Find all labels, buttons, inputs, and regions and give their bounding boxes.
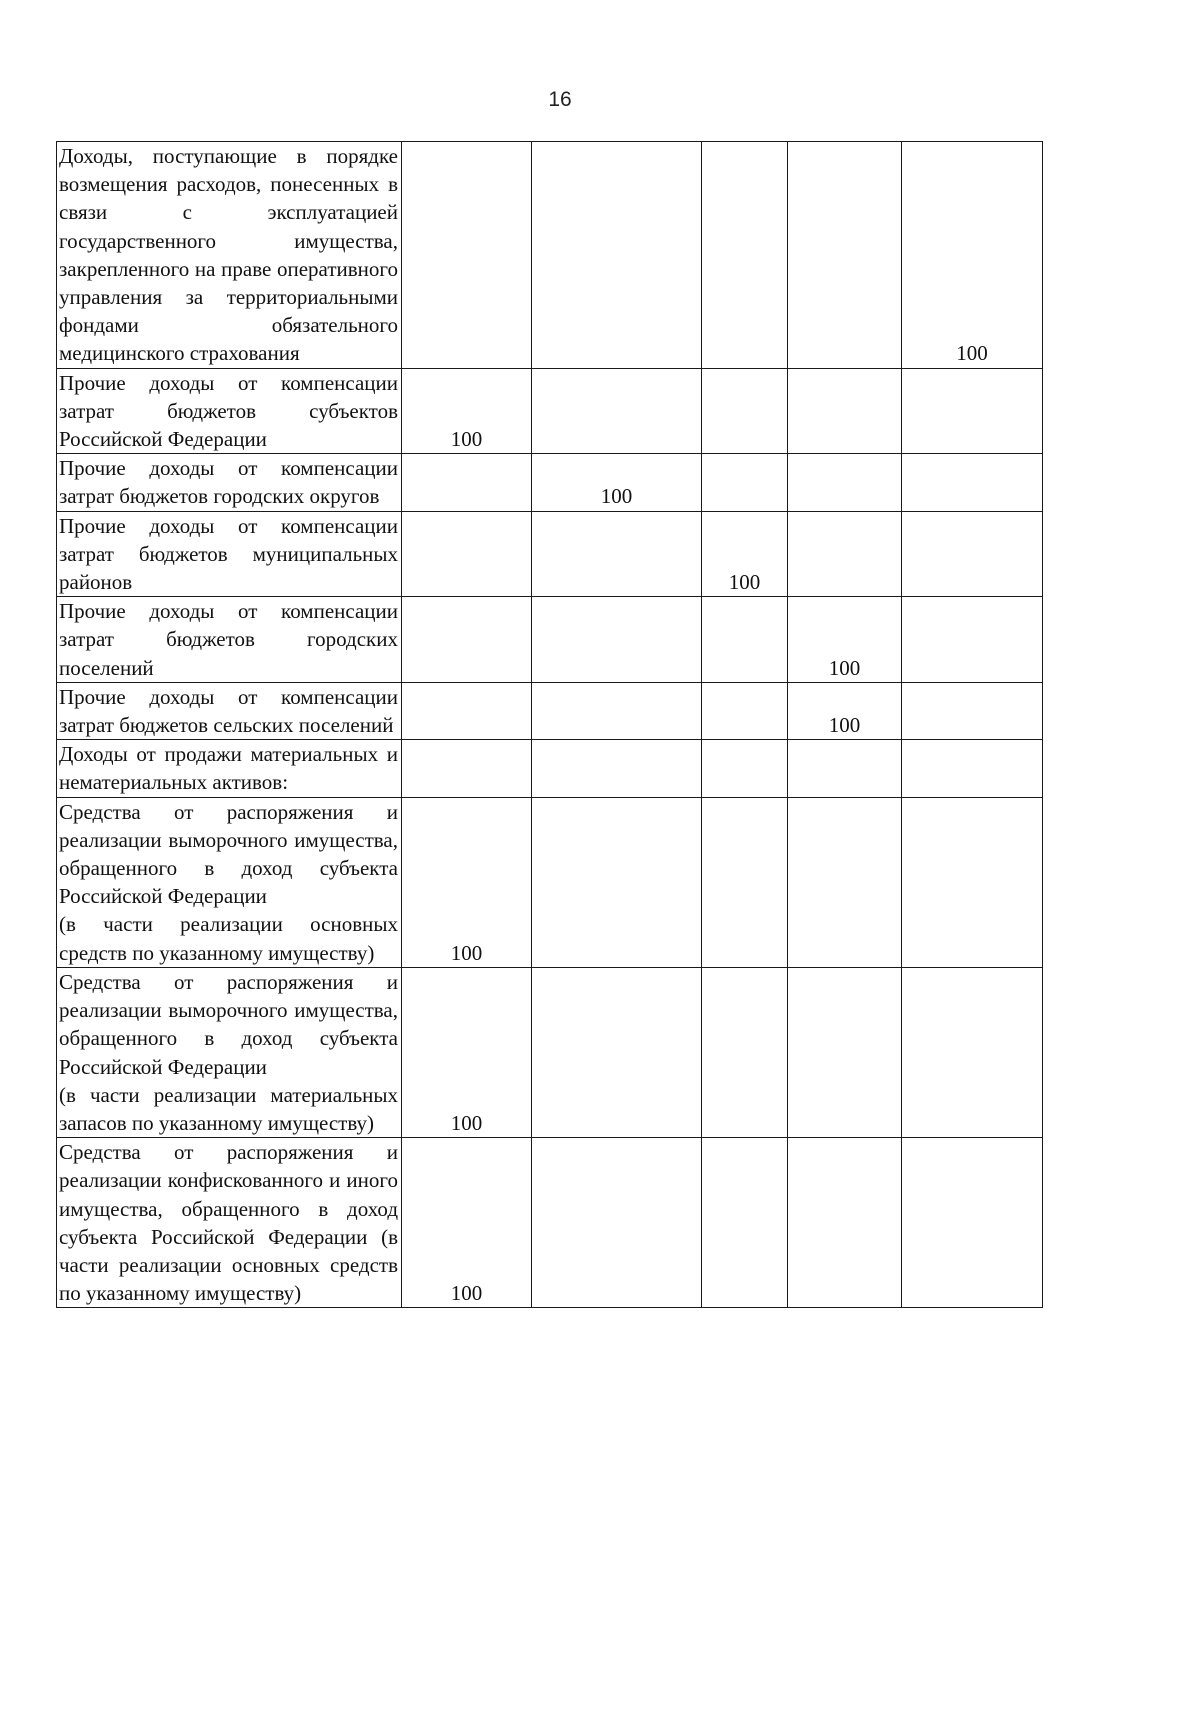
value-cell	[902, 454, 1043, 511]
table-row	[57, 797, 1043, 967]
value-cell	[702, 797, 788, 967]
value-cell: 100	[902, 142, 1043, 369]
value-cell	[788, 142, 902, 369]
value-cell	[532, 797, 702, 967]
row-description: Средства от распоряжения и реализации конфискованного и иного имущества, обращенного в доход субъекта Российской Федерации (в части реализации основных средств по указанному имуществу)	[57, 1138, 402, 1308]
value-cell	[532, 682, 702, 739]
value-cell	[702, 740, 788, 797]
value-cell	[402, 682, 532, 739]
value-cell	[532, 142, 702, 369]
value-cell	[788, 511, 902, 597]
value-cell: 100	[788, 682, 902, 739]
value-cell	[702, 682, 788, 739]
value-cell	[532, 368, 702, 454]
row-description: Доходы от продажи материальных и нематериальных активов:	[57, 740, 402, 797]
value-cell	[402, 142, 532, 369]
value-cell	[702, 597, 788, 683]
value-cell	[902, 368, 1043, 454]
value-cell	[702, 1138, 788, 1308]
value-cell	[532, 511, 702, 597]
value-cell	[532, 1138, 702, 1308]
row-description: Прочие доходы от компенсации затрат бюджетов субъектов Российской Федерации	[57, 368, 402, 454]
revenue-distribution-table	[56, 141, 1043, 1308]
row-description: Прочие доходы от компенсации затрат бюджетов муниципальных районов	[57, 511, 402, 597]
value-cell	[702, 142, 788, 369]
value-cell	[788, 454, 902, 511]
value-cell	[402, 511, 532, 597]
table-row	[57, 597, 1043, 683]
value-cell	[402, 597, 532, 683]
value-cell: 100	[402, 797, 532, 967]
table-row	[57, 454, 1043, 511]
value-cell	[902, 1138, 1043, 1308]
row-description: Средства от распоряжения и реализации выморочного имущества, обращенного в доход субъекта Российской Федерации (в части реализации материальных запасов по указанному имуществу)	[57, 967, 402, 1137]
row-description: Прочие доходы от компенсации затрат бюджетов городских округов	[57, 454, 402, 511]
table-row	[57, 682, 1043, 739]
table-row	[57, 1138, 1043, 1308]
value-cell	[788, 967, 902, 1137]
value-cell	[702, 368, 788, 454]
value-cell	[402, 454, 532, 511]
value-cell	[532, 740, 702, 797]
value-cell	[902, 740, 1043, 797]
value-cell	[702, 967, 788, 1137]
table-row	[57, 142, 1043, 369]
value-cell: 100	[702, 511, 788, 597]
row-description: Прочие доходы от компенсации затрат бюджетов городских поселений	[57, 597, 402, 683]
page-number: 16	[548, 88, 572, 111]
value-cell	[532, 597, 702, 683]
value-cell	[788, 740, 902, 797]
value-cell	[402, 740, 532, 797]
table-row	[57, 368, 1043, 454]
value-cell	[788, 368, 902, 454]
table-row	[57, 511, 1043, 597]
value-cell	[902, 597, 1043, 683]
row-description: Прочие доходы от компенсации затрат бюджетов сельских поселений	[57, 682, 402, 739]
table-row	[57, 740, 1043, 797]
table-row	[57, 967, 1043, 1137]
value-cell: 100	[402, 1138, 532, 1308]
value-cell: 100	[788, 597, 902, 683]
value-cell	[788, 1138, 902, 1308]
value-cell	[532, 967, 702, 1137]
value-cell	[902, 511, 1043, 597]
value-cell: 100	[532, 454, 702, 511]
row-description: Доходы, поступающие в порядке возмещения расходов, понесенных в связи с эксплуатацией государственного имущества, закрепленного на праве оперативного управления за территориальными фондами обязательного медицинского страхования	[57, 142, 402, 369]
value-cell	[788, 797, 902, 967]
value-cell: 100	[402, 967, 532, 1137]
row-description: Средства от распоряжения и реализации выморочного имущества, обращенного в доход субъекта Российской Федерации (в части реализации основных средств по указанному имуществу)	[57, 797, 402, 967]
value-cell	[902, 682, 1043, 739]
value-cell	[902, 967, 1043, 1137]
value-cell	[702, 454, 788, 511]
value-cell	[902, 797, 1043, 967]
value-cell: 100	[402, 368, 532, 454]
